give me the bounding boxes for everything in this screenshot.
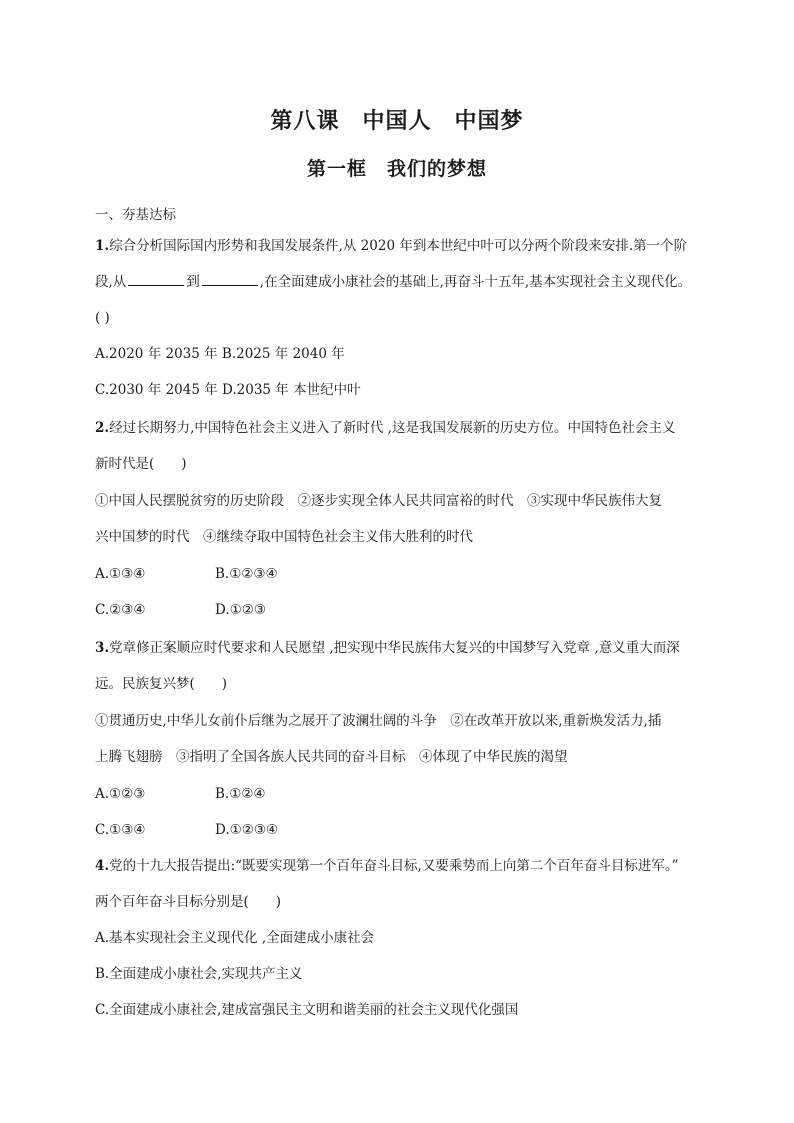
question-2-line-2: 新时代是( ) <box>95 456 187 472</box>
question-2-statements-2: 兴中国梦的时代 ④继续夺取中国特色社会主义伟大胜利的时代 <box>95 529 473 545</box>
question-1-text: 综合分析国际国内形势和我国发展条件,从 2020 年到本世纪中叶可以分两个阶段来安排.第一个阶 <box>109 238 688 254</box>
question-1-text-part: 段,从 <box>95 274 127 290</box>
question-2-options-ab <box>95 565 715 583</box>
question-2-line-1 <box>95 419 715 437</box>
question-2-statements-1: ①中国人民摆脱贫穷的历史阶段 ②逐步实现全体人民共同富裕的时代 ③实现中华民族伟大复 <box>95 493 662 509</box>
question-3-statements-1: ①贯通历史,中华儿女前仆后继为之展开了波澜壮阔的斗争 ②在改革开放以来,重新焕发活力,插 <box>95 713 662 729</box>
option-c: C.①③④ <box>95 822 146 838</box>
question-4-option-a: A.基本实现社会主义现代化 ,全面建成小康社会 <box>95 930 375 946</box>
answer-blank-2 <box>202 273 258 286</box>
question-2-options-cd <box>95 601 715 619</box>
question-3-options-ab <box>95 785 715 803</box>
question-4-line-1 <box>95 857 715 875</box>
question-3-number: 3. <box>95 640 110 656</box>
lesson-title: 第八课 中国人 中国梦 <box>270 109 524 134</box>
question-1-number: 1. <box>95 238 110 254</box>
option-a: A.①③④ <box>95 566 146 582</box>
question-4-line-2: 两个百年奋斗目标分别是( ) <box>95 894 282 910</box>
question-4-option-b: B.全面建成小康社会,实现共产主义 <box>95 966 303 982</box>
question-3-statements-2: 上腾飞翅膀 ③指明了全国各族人民共同的奋斗目标 ④体现了中华民族的渴望 <box>95 749 568 765</box>
question-1-paren: ( ) <box>95 310 110 326</box>
option-d: D.①②③④ <box>215 822 279 838</box>
option-a: A.①②③ <box>95 786 146 802</box>
question-2-number: 2. <box>95 420 110 436</box>
question-4-option-c: C.全面建成小康社会,建成富强民主文明和谐美丽的社会主义现代化强国 <box>95 1002 519 1018</box>
question-3-line-1 <box>95 639 715 657</box>
question-1-line-1 <box>95 237 715 255</box>
question-3-options-cd <box>95 821 715 839</box>
question-2-text: 经过长期努力,中国特色社会主义进入了新时代 ,这是我国发展新的历史方位。中国特色社会主义 <box>109 420 676 436</box>
option-c: C.②③④ <box>95 602 146 618</box>
option-b: B.①②④ <box>215 786 266 802</box>
question-1-options-ab: A.2020 年 2035 年 B.2025 年 2040 年 <box>95 346 345 362</box>
question-3-text: 党章修正案顺应时代要求和人民愿望 ,把实现中华民族伟大复兴的中国梦写入党章 ,意义重大而深 <box>109 640 680 656</box>
option-d: D.①②③ <box>215 602 266 618</box>
question-3-line-2: 远。民族复兴梦( ) <box>95 676 228 692</box>
question-1-line-2 <box>95 273 715 291</box>
question-1-options-cd: C.2030 年 2045 年 D.2035 年 本世纪中叶 <box>95 382 361 398</box>
question-4-text: 党的十九大报告提出:“既要实现第一个百年奋斗目标,又要乘势而上向第二个百年奋斗目标进军。” <box>109 858 679 874</box>
answer-blank-1 <box>128 273 184 286</box>
option-b: B.①②③④ <box>215 566 278 582</box>
question-1-text-part: ,在全面建成小康社会的基础上,再奋斗十五年,基本实现社会主义现代化。 <box>259 274 692 290</box>
section-heading: 一、夯基达标 <box>95 207 176 223</box>
question-4-number: 4. <box>95 858 110 874</box>
question-1-text-part: 到 <box>186 274 200 290</box>
section-subtitle: 第一框 我们的梦想 <box>306 158 487 180</box>
